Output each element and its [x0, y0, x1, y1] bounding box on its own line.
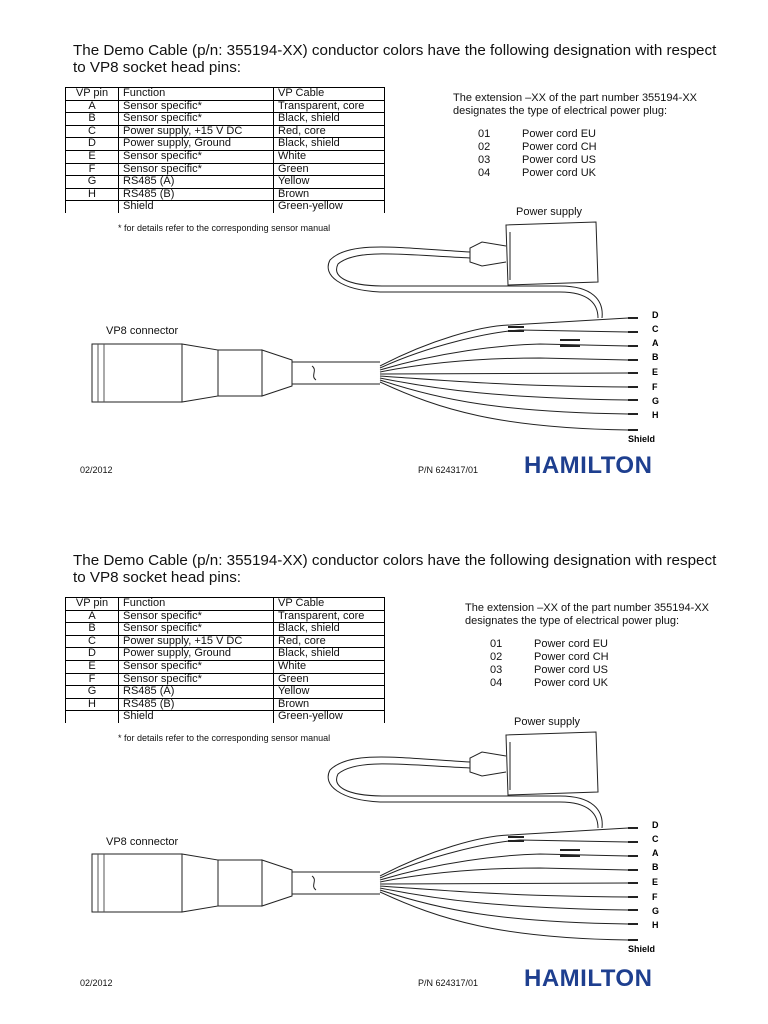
- cell-function: RS485 (A): [119, 176, 274, 189]
- page-copy-1: [0, 0, 768, 510]
- code-number: 01: [490, 638, 503, 650]
- header-vp-cable: VP Cable: [274, 88, 385, 101]
- cell-function: Sensor specific*: [119, 673, 274, 686]
- cell-function: Shield: [119, 711, 274, 723]
- wire-label-b: B: [652, 862, 659, 872]
- wire-label-shield: Shield: [628, 434, 656, 444]
- cell-cable: Transparent, core: [274, 100, 385, 113]
- connector-label: VP8 connector: [106, 836, 179, 848]
- wire-label-d: D: [652, 310, 659, 320]
- part-number: P/N 624317/01: [418, 978, 479, 988]
- cell-cable: Red, core: [274, 125, 385, 138]
- cell-function: Sensor specific*: [119, 100, 274, 113]
- cell-pin: D: [66, 648, 119, 661]
- header-vp-pin: VP pin: [66, 88, 119, 101]
- code-number: 04: [490, 677, 503, 689]
- cell-pin: F: [66, 673, 119, 686]
- cell-pin: B: [66, 623, 119, 636]
- code-number: 03: [490, 664, 503, 676]
- cell-cable: Green-yellow: [274, 711, 385, 723]
- cell-pin: A: [66, 100, 119, 113]
- cell-cable: Black, shield: [274, 138, 385, 151]
- cell-pin: G: [66, 176, 119, 189]
- code-number: 01: [478, 128, 491, 140]
- wire-label-a: A: [652, 848, 659, 858]
- wire-label-a: A: [652, 338, 659, 348]
- intro-text: The Demo Cable (p/n: 355194-XX) conductor colors have the following designation with respect to VP8 socket head pins:: [73, 552, 717, 586]
- header-function: Function: [119, 598, 274, 611]
- cell-cable: Yellow: [274, 176, 385, 189]
- connector-label: VP8 connector: [106, 325, 179, 337]
- cell-function: Power supply, Ground: [119, 138, 274, 151]
- cell-function: RS485 (A): [119, 686, 274, 699]
- cell-function: Shield: [119, 201, 274, 213]
- code-description: Power cord US: [534, 664, 608, 676]
- part-number: P/N 624317/01: [418, 465, 479, 475]
- cell-function: Sensor specific*: [119, 660, 274, 673]
- cell-cable: Brown: [274, 698, 385, 711]
- wire-label-f: F: [652, 382, 658, 392]
- cell-function: Sensor specific*: [119, 610, 274, 623]
- cell-function: RS485 (B): [119, 188, 274, 201]
- wire-label-b: B: [652, 352, 659, 362]
- cell-pin: A: [66, 610, 119, 623]
- hamilton-logo: HAMILTON: [524, 965, 653, 992]
- cell-function: Power supply, +15 V DC: [119, 635, 274, 648]
- cell-pin: H: [66, 698, 119, 711]
- wire-label-d: D: [652, 820, 659, 830]
- date: 02/2012: [80, 978, 113, 988]
- cell-pin: C: [66, 635, 119, 648]
- footnote: * for details refer to the corresponding sensor manual: [118, 223, 331, 233]
- cell-cable: Red, core: [274, 635, 385, 648]
- cell-function: Power supply, Ground: [119, 648, 274, 661]
- cell-function: RS485 (B): [119, 698, 274, 711]
- cell-cable: Green: [274, 673, 385, 686]
- cell-pin: E: [66, 150, 119, 163]
- cell-function: Power supply, +15 V DC: [119, 125, 274, 138]
- code-number: 04: [478, 167, 491, 179]
- wire-labels: [628, 310, 659, 444]
- cell-pin: F: [66, 163, 119, 176]
- extension-text: The extension –XX of the part number 355194-XX designates the type of electrical power plug:: [465, 602, 709, 627]
- wire-label-c: C: [652, 834, 659, 844]
- cell-function: Sensor specific*: [119, 113, 274, 126]
- wire-label-h: H: [652, 920, 659, 930]
- cell-cable: White: [274, 660, 385, 673]
- power-supply-label: Power supply: [516, 206, 583, 218]
- header-vp-cable: VP Cable: [274, 598, 385, 611]
- intro-text: The Demo Cable (p/n: 355194-XX) conductor colors have the following designation with respect to VP8 socket head pins:: [73, 42, 717, 76]
- wire-label-e: E: [652, 367, 659, 377]
- wire-label-e: E: [652, 877, 659, 887]
- date: 02/2012: [80, 465, 113, 475]
- code-description: Power cord CH: [534, 651, 609, 663]
- cell-function: Sensor specific*: [119, 163, 274, 176]
- cable-diagram: [0, 0, 768, 510]
- wire-label-shield: Shield: [628, 944, 656, 954]
- wire-label-h: H: [652, 410, 659, 420]
- code-description: Power cord EU: [534, 638, 608, 650]
- vp8-connector-body: [92, 344, 182, 402]
- wire-label-g: G: [652, 906, 660, 916]
- code-number: 02: [490, 651, 503, 663]
- cell-cable: Transparent, core: [274, 610, 385, 623]
- cell-pin: D: [66, 138, 119, 151]
- code-description: Power cord CH: [522, 141, 597, 153]
- cell-cable: White: [274, 150, 385, 163]
- cell-function: Sensor specific*: [119, 150, 274, 163]
- code-number: 03: [478, 154, 491, 166]
- cell-cable: Green-yellow: [274, 201, 385, 213]
- cell-pin: C: [66, 125, 119, 138]
- code-number: 02: [478, 141, 491, 153]
- wire-label-g: G: [652, 396, 660, 406]
- cell-cable: Black, shield: [274, 648, 385, 661]
- cell-cable: Yellow: [274, 686, 385, 699]
- cell-pin: H: [66, 188, 119, 201]
- code-description: Power cord UK: [522, 167, 596, 179]
- cell-pin: G: [66, 686, 119, 699]
- cell-cable: Black, shield: [274, 113, 385, 126]
- code-description: Power cord EU: [522, 128, 596, 140]
- power-supply-label: Power supply: [514, 716, 581, 728]
- cell-pin: B: [66, 113, 119, 126]
- code-description: Power cord US: [522, 154, 596, 166]
- cell-cable: Green: [274, 163, 385, 176]
- power-supply-box: [506, 222, 598, 285]
- hamilton-logo: HAMILTON: [524, 452, 653, 479]
- cell-function: Sensor specific*: [119, 623, 274, 636]
- header-function: Function: [119, 88, 274, 101]
- page-copy-2: [0, 510, 768, 1020]
- cable-diagram: [0, 510, 768, 1020]
- cell-cable: Brown: [274, 188, 385, 201]
- header-vp-pin: VP pin: [66, 598, 119, 611]
- extension-text: The extension –XX of the part number 355194-XX designates the type of electrical power plug:: [453, 92, 697, 117]
- footnote: * for details refer to the corresponding sensor manual: [118, 733, 331, 743]
- cell-cable: Black, shield: [274, 623, 385, 636]
- code-description: Power cord UK: [534, 677, 608, 689]
- wire-label-c: C: [652, 324, 659, 334]
- wire-label-f: F: [652, 892, 658, 902]
- cell-pin: E: [66, 660, 119, 673]
